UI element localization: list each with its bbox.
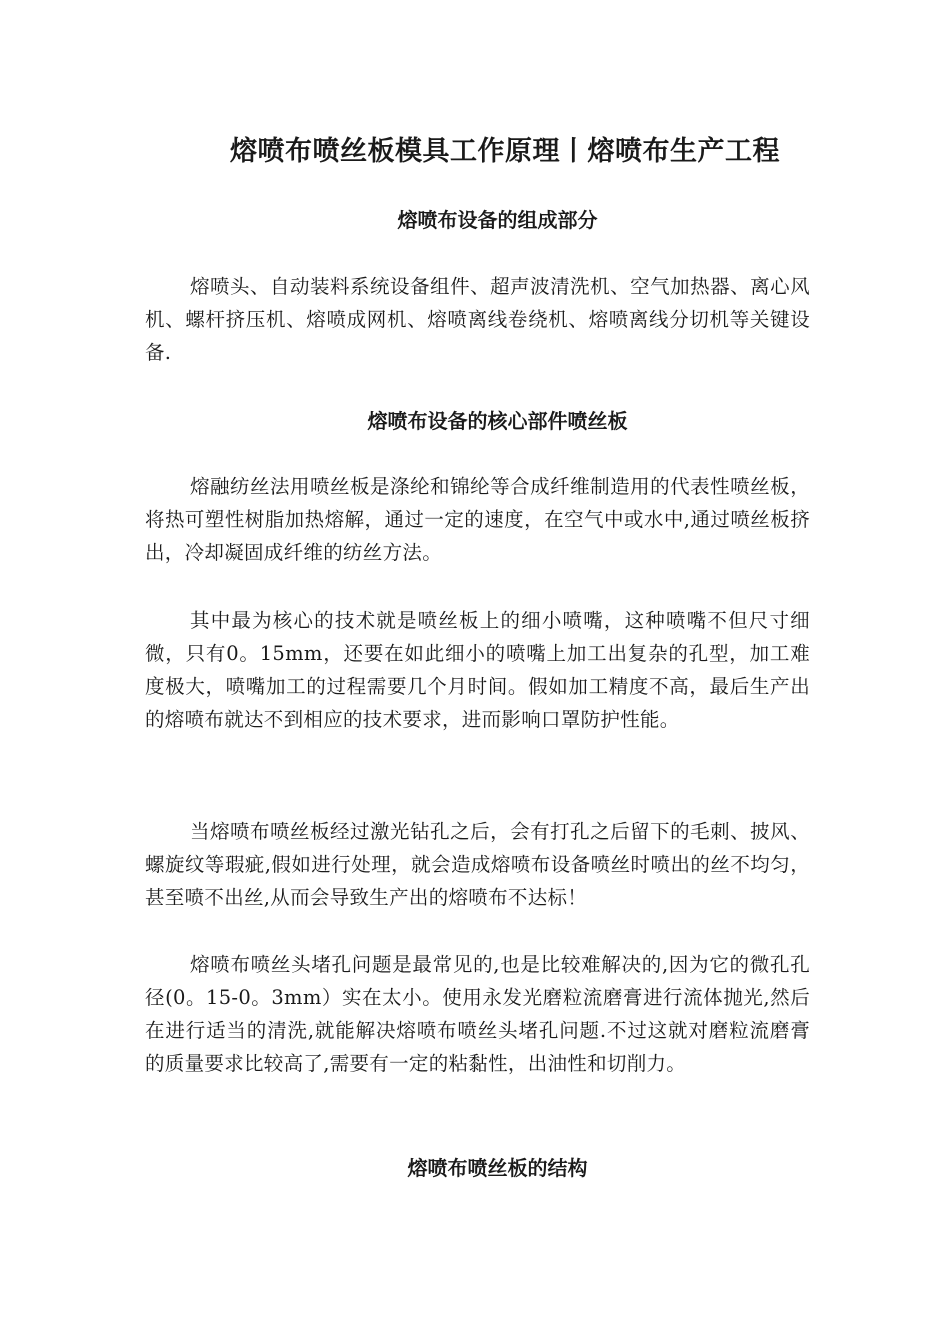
paragraph-melt-spinning: 熔融纺丝法用喷丝板是涤纶和锦纶等合成纤维制造用的代表性喷丝板，将热可塑性树脂加热熔解，通过一定的速度，在空气中或水中,通过喷丝板挤出，冷却凝固成纤维的纺丝方法。 bbox=[145, 475, 810, 564]
paragraph-laser-drilling: 当熔喷布喷丝板经过激光钻孔之后，会有打孔之后留下的毛刺、披风、螺旋纹等瑕疵,假如进行处理，就会造成熔喷布设备喷丝时喷出的丝不均匀，甚至喷不出丝,从而会导致生产出的熔喷布不达标！ bbox=[145, 820, 810, 909]
section-heading-structure: 熔喷布喷丝板的结构 bbox=[407, 1156, 588, 1180]
section-heading-components: 熔喷布设备的组成部分 bbox=[397, 208, 598, 232]
paragraph-nozzle-tech: 其中最为核心的技术就是喷丝板上的细小喷嘴，这种喷嘴不但尺寸细微，只有0。15mm，还要在如此细小的喷嘴上加工出复杂的孔型，加工难度极大，喷嘴加工的过程需要几个月时间。假如加工精度不高，最后生产出的熔喷布就达不到相应的技术要求，进而影响口罩防护性能。 bbox=[145, 609, 810, 731]
paragraph-components: 熔喷头、自动装料系统设备组件、超声波清洗机、空气加热器、离心风机、螺杆挤压机、熔喷成网机、熔喷离线卷绕机、熔喷离线分切机等关键设备. bbox=[145, 275, 810, 364]
paragraph-clogging: 熔喷布喷丝头堵孔问题是最常见的,也是比较难解决的,因为它的微孔孔径(0。15-0。3mm）实在太小。使用永发光磨粒流磨膏进行流体抛光,然后在进行适当的清洗,就能解决熔喷布喷丝头堵孔问题.不过这就对磨粒流磨膏的质量要求比较高了,需要有一定的粘黏性，出油性和切削力。 bbox=[145, 953, 810, 1075]
document-title: 熔喷布喷丝板模具工作原理丨熔喷布生产工程 bbox=[230, 136, 780, 167]
section-heading-core-part: 熔喷布设备的核心部件喷丝板 bbox=[367, 409, 628, 433]
